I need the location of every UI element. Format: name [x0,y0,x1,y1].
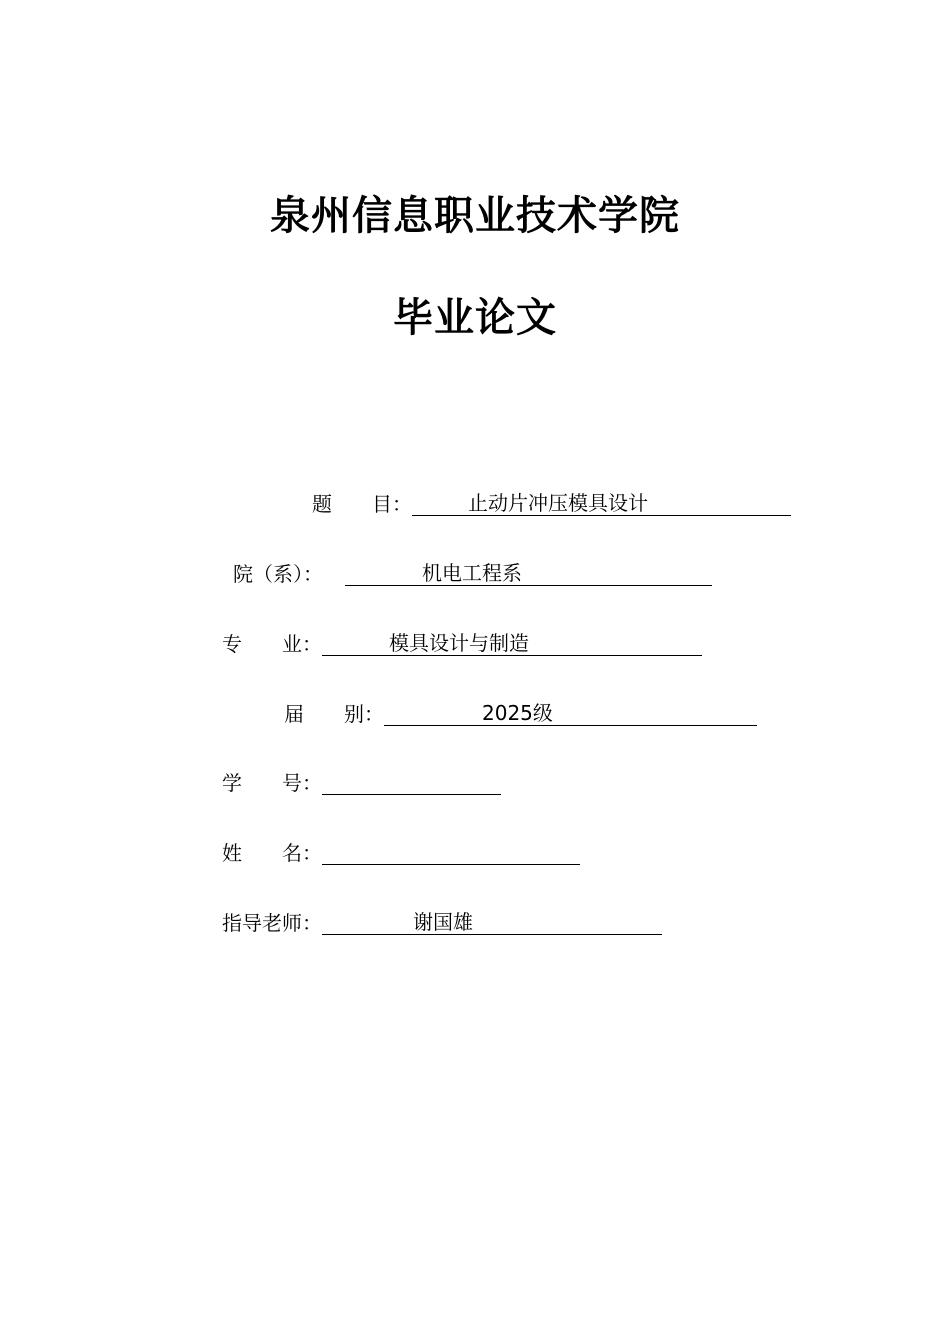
student-id-value-line [322,770,501,795]
class-year-label: 届 别： [284,702,384,726]
advisor-value: 谢国雄 [413,910,473,934]
advisor-label: 指导老师： [222,911,322,935]
topic-label: 题 目： [312,492,412,516]
class-year-value: 2025级 [482,701,553,725]
field-student-id [222,767,501,795]
major-value: 模具设计与制造 [389,631,529,655]
student-id-label: 学 号： [222,771,322,795]
department-value: 机电工程系 [422,561,522,585]
field-major [222,628,702,656]
topic-value-line [412,491,791,516]
department-label: 院（系）： [233,562,323,586]
class-year-value-line [384,701,757,726]
field-class-year [284,698,757,726]
institution-title: 泉州信息职业技术学院 [270,193,680,239]
major-value-line [322,631,702,656]
field-advisor [222,907,662,935]
name-value-line [322,840,580,865]
topic-value: 止动片冲压模具设计 [468,491,648,515]
name-label: 姓 名： [222,841,322,865]
field-topic [312,488,791,516]
department-value-line [345,561,712,586]
document-type-title: 毕业论文 [393,295,557,341]
field-name [222,837,580,865]
field-department [233,558,712,586]
major-label: 专 业： [222,632,322,656]
advisor-value-line [322,910,662,935]
